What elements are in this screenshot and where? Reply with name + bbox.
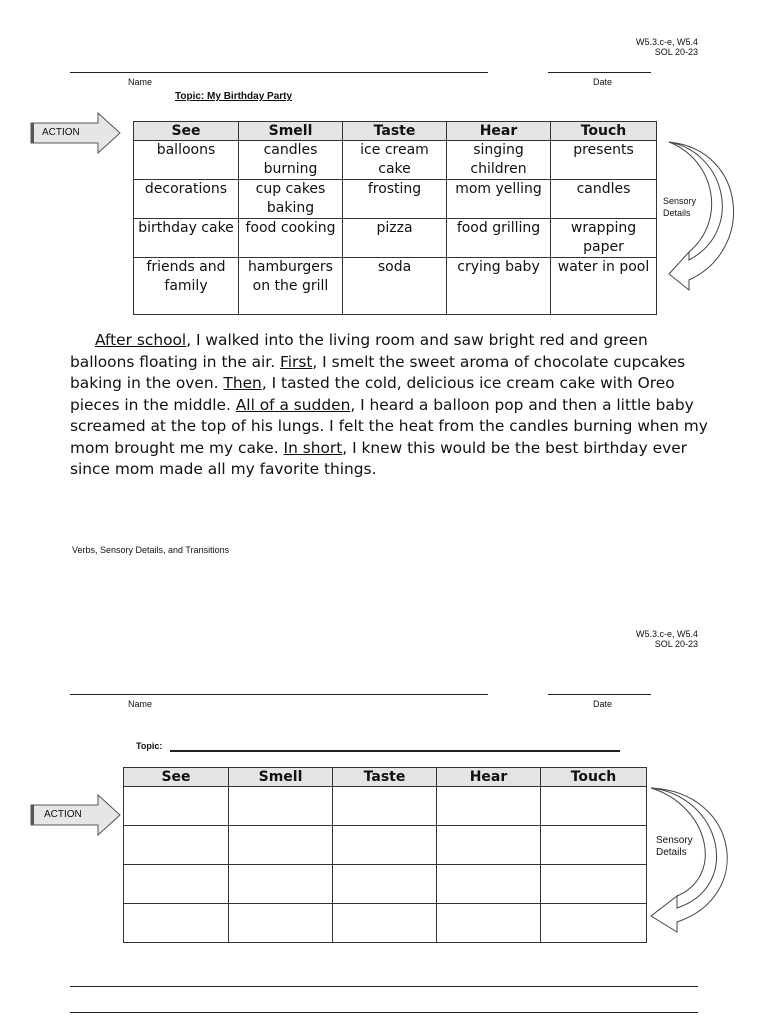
- transition-word: In short: [283, 438, 343, 457]
- header-smell: Smell: [229, 768, 333, 787]
- table-cell: candles: [551, 180, 657, 219]
- table-cell: cup cakes baking: [239, 180, 343, 219]
- blank-cell[interactable]: [124, 865, 229, 904]
- table-row: [124, 865, 647, 904]
- blank-cell[interactable]: [333, 787, 437, 826]
- paragraph-text: , I tasted the cold, delicious ice cream cake with Oreo pieces in the middle.: [70, 374, 675, 414]
- table-cell: mom yelling: [447, 180, 551, 219]
- table-cell: pizza: [343, 219, 447, 258]
- date-label: Date: [593, 77, 613, 87]
- table-row: [124, 787, 647, 826]
- name-label: Name: [128, 699, 153, 709]
- blank-cell[interactable]: [437, 826, 541, 865]
- header-touch: Touch: [541, 768, 647, 787]
- sol-text: SOL 20-23: [654, 639, 698, 649]
- blank-cell[interactable]: [541, 787, 647, 826]
- header-hear: Hear: [447, 122, 551, 141]
- blank-cell[interactable]: [124, 787, 229, 826]
- table-header-row: [124, 768, 647, 787]
- table-cell: food grilling: [447, 219, 551, 258]
- details-word: Details: [663, 208, 691, 218]
- table-cell: wrapping paper: [551, 219, 657, 258]
- date-line[interactable]: [548, 72, 651, 73]
- table-row: [134, 219, 657, 258]
- header-smell: Smell: [239, 122, 343, 141]
- transition-word: All of a sudden: [235, 395, 351, 414]
- standards-label: [578, 37, 698, 57]
- blank-cell[interactable]: [229, 904, 333, 943]
- topic-title: Topic: My Birthday Party: [175, 91, 293, 102]
- table-cell: food cooking: [239, 219, 343, 258]
- sol-text: SOL 20-23: [654, 47, 698, 57]
- name-line[interactable]: [70, 72, 488, 73]
- topic-label: Topic:: [136, 741, 163, 751]
- topic-line[interactable]: [170, 750, 620, 752]
- standards-label-2: [578, 629, 698, 649]
- blank-cell[interactable]: [333, 865, 437, 904]
- table-cell: frosting: [343, 180, 447, 219]
- blank-cell[interactable]: [229, 865, 333, 904]
- table-cell: water in pool: [551, 258, 657, 315]
- table-row: [124, 826, 647, 865]
- table-header-row: [134, 122, 657, 141]
- writing-line[interactable]: [70, 1012, 698, 1013]
- action-label: ACTION: [42, 127, 80, 138]
- table-cell: hamburgers on the grill: [239, 258, 343, 315]
- table-cell: soda: [343, 258, 447, 315]
- sensory-details-label: [656, 835, 693, 859]
- header-see: See: [124, 768, 229, 787]
- sensory-details-label: [663, 195, 696, 219]
- blank-cell[interactable]: [124, 904, 229, 943]
- blank-cell[interactable]: [333, 904, 437, 943]
- header-taste: Taste: [333, 768, 437, 787]
- transition-word: After school: [95, 331, 187, 349]
- name-label: Name: [128, 77, 153, 87]
- curved-arrow-icon: [647, 786, 733, 934]
- header-hear: Hear: [437, 768, 541, 787]
- table-cell: decorations: [134, 180, 239, 219]
- transition-word: First: [280, 352, 313, 371]
- blank-cell[interactable]: [333, 826, 437, 865]
- header-taste: Taste: [343, 122, 447, 141]
- paragraph-text: , I knew this would be the best birthday ever since mom made all my favorite things.: [70, 438, 687, 478]
- sensory-word: Sensory: [663, 196, 697, 206]
- standards-text: W5.3.c-e, W5.4: [635, 37, 698, 47]
- blank-cell[interactable]: [541, 904, 647, 943]
- blank-sensory-table: [123, 767, 647, 943]
- table-row: [134, 258, 657, 315]
- blank-cell[interactable]: [541, 865, 647, 904]
- table-row: [124, 904, 647, 943]
- name-line[interactable]: [70, 694, 488, 695]
- table-cell: ice cream cake: [343, 141, 447, 180]
- blank-cell[interactable]: [124, 826, 229, 865]
- date-line[interactable]: [548, 694, 651, 695]
- paragraph-text: , I smelt the sweet aroma of chocolate cupcakes baking in the oven.: [70, 352, 686, 392]
- table-row: [134, 180, 657, 219]
- sensory-word: Sensory: [656, 835, 693, 846]
- blank-cell[interactable]: [437, 787, 541, 826]
- writing-line[interactable]: [70, 986, 698, 987]
- table-cell: balloons: [134, 141, 239, 180]
- details-word: Details: [656, 847, 687, 858]
- blank-cell[interactable]: [229, 826, 333, 865]
- paragraph-text: , I heard a balloon pop and then a little baby screamed at the top of his lungs. I felt the heat from the candles burning when my mom brought me my cake.: [70, 395, 708, 457]
- table-cell: singing children: [447, 141, 551, 180]
- blank-cell[interactable]: [229, 787, 333, 826]
- date-label: Date: [593, 699, 613, 709]
- sensory-table: [133, 121, 657, 315]
- footer-caption: Verbs, Sensory Details, and Transitions: [72, 545, 230, 555]
- table-cell: birthday cake: [134, 219, 239, 258]
- table-cell: friends and family: [134, 258, 239, 315]
- blank-cell[interactable]: [437, 904, 541, 943]
- table-cell: crying baby: [447, 258, 551, 315]
- table-cell: candles burning: [239, 141, 343, 180]
- table-row: [134, 141, 657, 180]
- table-cell: presents: [551, 141, 657, 180]
- header-touch: Touch: [551, 122, 657, 141]
- paragraph-text: , I walked into the living room and saw bright red and green balloons floating in the air.: [70, 331, 648, 371]
- transition-word: Then: [223, 374, 262, 392]
- example-paragraph: [70, 330, 710, 481]
- header-see: See: [134, 122, 239, 141]
- action-label: ACTION: [44, 809, 82, 820]
- blank-cell[interactable]: [541, 826, 647, 865]
- blank-cell[interactable]: [437, 865, 541, 904]
- standards-text: W5.3.c-e, W5.4: [635, 629, 698, 639]
